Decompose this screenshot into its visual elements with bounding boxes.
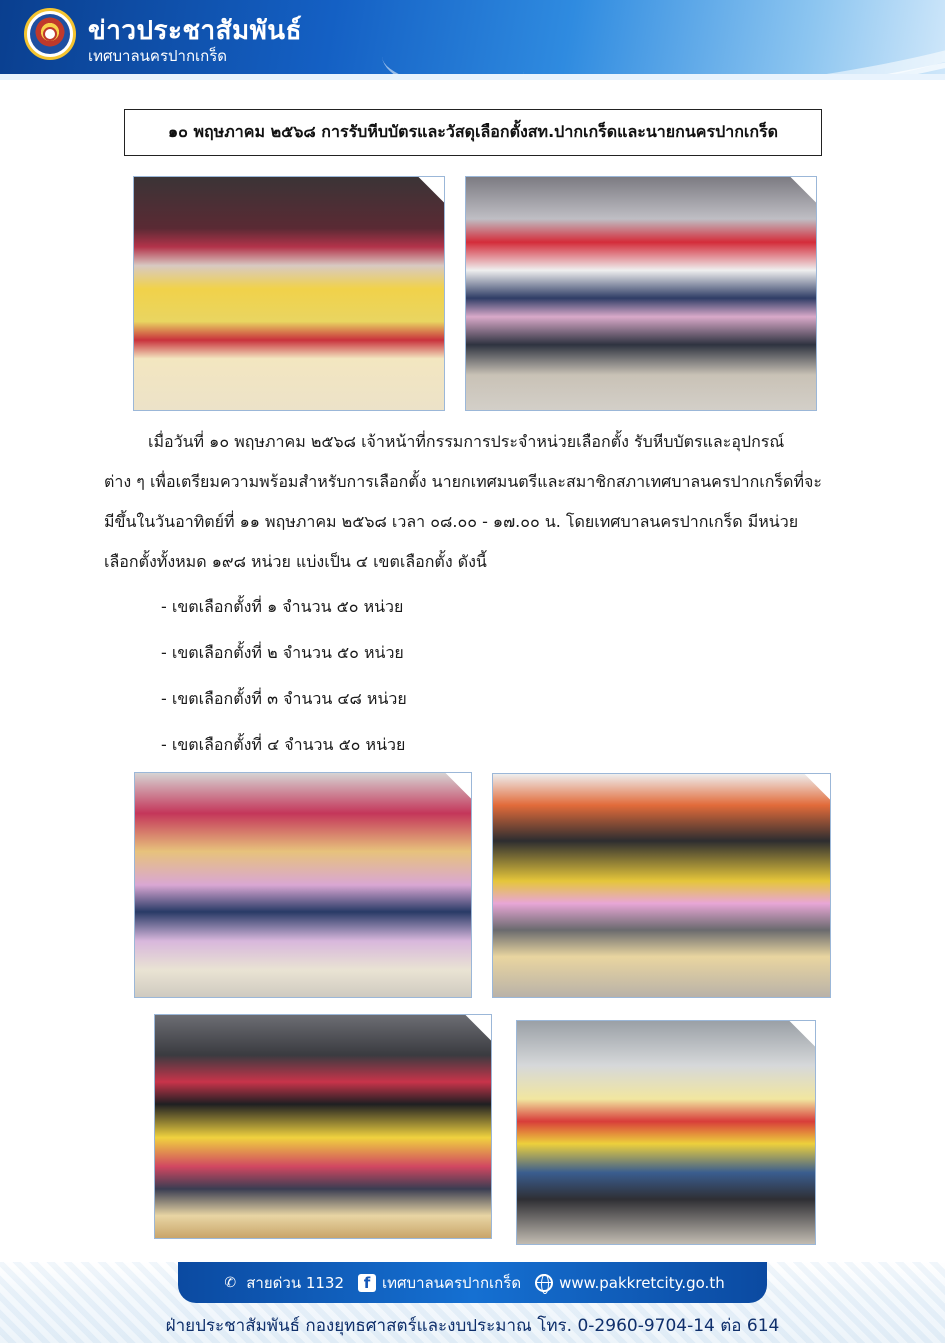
district-item: - เขตเลือกตั้งที่ ๑ จำนวน ๕๐ หน่วย xyxy=(161,597,404,616)
photo-woman-greeting xyxy=(492,773,831,998)
header-bottom-band xyxy=(0,74,945,80)
photo-officials-standing xyxy=(465,176,817,411)
website-item[interactable] xyxy=(535,1274,725,1292)
header-subtitle: เทศบาลนครปากเกร็ด xyxy=(88,47,228,65)
footer xyxy=(0,1262,945,1343)
hotline-item[interactable] xyxy=(220,1271,344,1295)
district-item: - เขตเลือกตั้งที่ ๔ จำนวน ๕๐ หน่วย xyxy=(161,735,406,754)
phone-icon: ✆ xyxy=(224,1274,237,1291)
facebook-item[interactable] xyxy=(358,1271,521,1295)
header-title: ข่าวประชาสัมพันธ์ xyxy=(88,16,302,46)
district-item: - เขตเลือกตั้งที่ ๓ จำนวน ๔๘ หน่วย xyxy=(161,689,407,708)
website-text: www.pakkretcity.go.th xyxy=(559,1273,725,1292)
seal-icon xyxy=(30,14,70,54)
paragraph-line: เมื่อวันที่ ๑๐ พฤษภาคม ๒๕๖๘ เจ้าหน้าที่กรรมการประจำหน่วยเลือกตั้ง รับหีบบัตรและอุปกรณ์ xyxy=(148,432,785,451)
district-item: - เขตเลือกตั้งที่ ๒ จำนวน ๕๐ หน่วย xyxy=(161,643,404,662)
globe-icon xyxy=(535,1274,553,1292)
photo-officials-talking xyxy=(134,772,472,998)
hotline-text: สายด่วน 1132 xyxy=(246,1273,345,1292)
paragraph-line: เลือกตั้งทั้งหมด ๑๙๘ หน่วย แบ่งเป็น ๔ เขตเลือกตั้ง ดังนี้ xyxy=(104,552,487,571)
photo-ballot-boxes xyxy=(516,1020,816,1245)
facebook-icon: f xyxy=(358,1274,376,1292)
paragraph-line: ต่าง ๆ เพื่อเตรียมความพร้อมสำหรับการเลือกตั้ง นายกเทศมนตรีและสมาชิกสภาเทศบาลนครปากเกร็ดที่จะ xyxy=(104,472,822,491)
facebook-text: เทศบาลนครปากเกร็ด xyxy=(382,1273,522,1292)
municipal-logo xyxy=(24,8,76,60)
article-title: ๑๐ พฤษภาคม ๒๕๖๘ การรับหีบบัตรและวัสดุเลือกตั้งสท.ปากเกร็ดและนายกนครปากเกร็ด xyxy=(124,109,822,156)
photo-staff-seated-table xyxy=(133,176,445,411)
paragraph-line: มีขึ้นในวันอาทิตย์ที่ ๑๑ พฤษภาคม ๒๕๖๘ เวลา ๐๘.๐๐ - ๑๗.๐๐ น. โดยเทศบาลนครปากเกร็ด มีหน่วย xyxy=(104,512,799,531)
photo-hall-crowd xyxy=(154,1014,492,1239)
footer-contact-bar xyxy=(178,1262,767,1303)
header-banner xyxy=(0,0,945,80)
footer-contact-text: ฝ่ายประชาสัมพันธ์ กองยุทธศาสตร์และงบประมาณ โทร. 0-2960-9704-14 ต่อ 614 xyxy=(165,1316,780,1336)
